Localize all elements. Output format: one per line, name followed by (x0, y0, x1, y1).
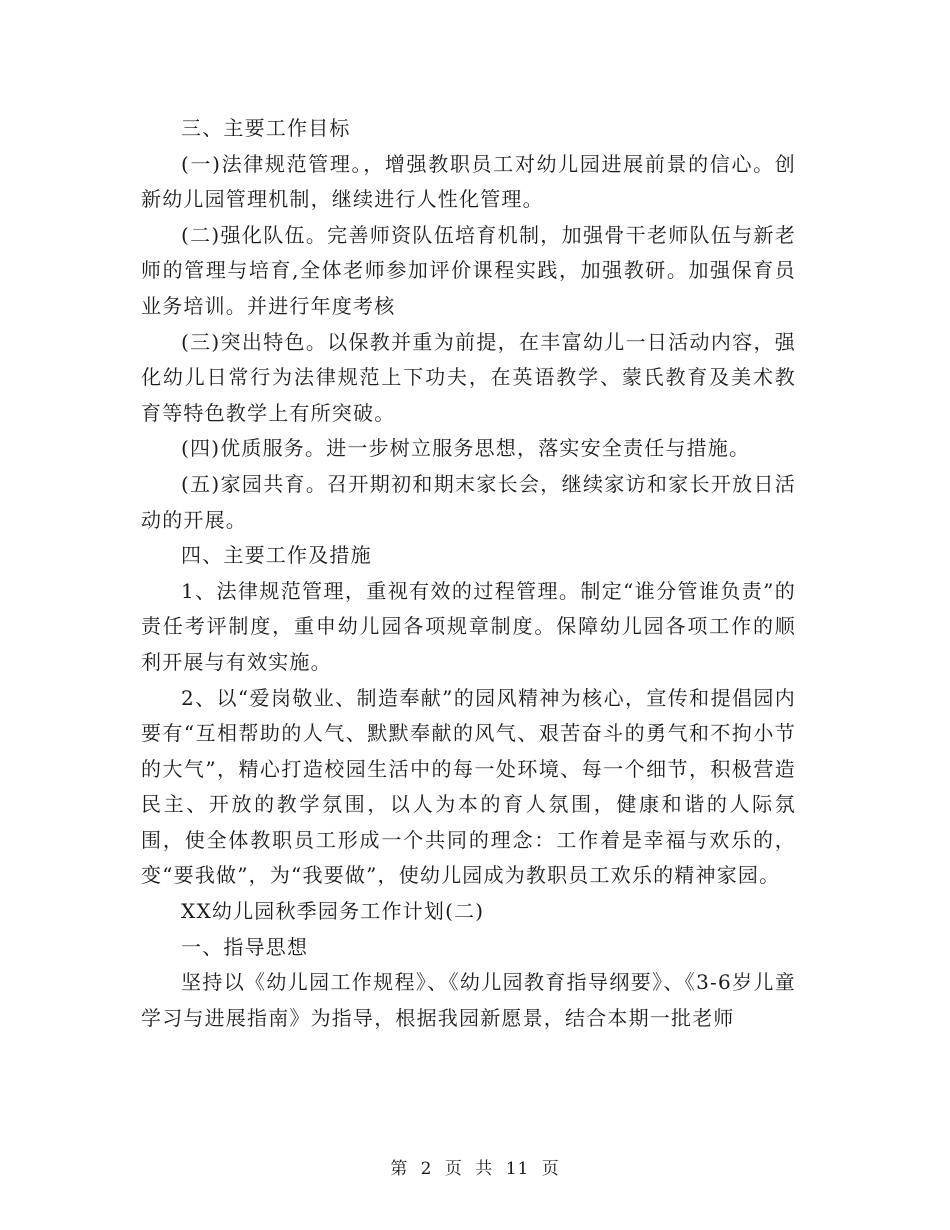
section-heading-measures: 四、主要工作及措施 (181, 543, 372, 568)
paragraph-goal-4: (四)优质服务。进一步树立服务思想，落实安全责任与措施。 (181, 436, 751, 461)
paragraph-goal-1: (一)法律规范管理。，增强教职员工对幼儿园进展前景的信心。创新幼儿园管理机制，继续进行人性化管理。 (141, 151, 796, 212)
paragraph-measure-1: 1、法律规范管理，重视有效的过程管理。制定“谁分管谁负责”的责任考评制度，重申幼儿园各项规章制度。保障幼儿园各项工作的顺利开展与有效实施。 (141, 578, 796, 674)
page-number-footer: 第 2 页 共 11 页 (390, 1159, 560, 1179)
paragraph-goal-3: (三)突出特色。以保教并重为前提，在丰富幼儿一日活动内容，强化幼儿日常行为法律规范上下功夫，在英语教学、蒙氏教育及美术教育等特色教学上有所突破。 (141, 329, 796, 425)
section-heading-guiding-ideology: 一、指导思想 (181, 934, 309, 959)
paragraph-measure-2: 2、以“爱岗敬业、制造奉献”的园风精神为核心，宣传和提倡园内要有“互相帮助的人气、默默奉献的风气、艰苦奋斗的勇气和不拘小节的大气”，精心打造校园生活中的每一处环境、每一个细节，积极营造民主、开放的教学氛围，以人为本的育人氛围，健康和谐的人际氛围，使全体教职员工形成一个共同的理念：工作着是幸福与欢乐的，变“要我做”，为“我要做”，使幼儿园成为教职员工欢乐的精神家园。 (141, 685, 796, 888)
document-body (141, 111, 796, 1036)
paragraph-guiding-ideology: 坚持以《幼儿园工作规程》、《幼儿园教育指导纲要》、《3-6岁儿童学习与进展指南》为指导，根据我园新愿景，结合本期一批老师 (141, 970, 796, 1030)
paragraph-goal-2: (二)强化队伍。完善师资队伍培育机制，加强骨干老师队伍与新老师的管理与培育,全体老师参加评价课程实践，加强教研。加强保育员业务培训。并进行年度考核 (141, 222, 796, 318)
section-heading-goals: 三、主要工作目标 (181, 116, 351, 140)
plan-title-part-two: XX幼儿园秋季园务工作计划(二) (181, 899, 485, 924)
paragraph-goal-5: (五)家园共育。召开期初和期末家长会，继续家访和家长开放日活动的开展。 (141, 471, 796, 532)
